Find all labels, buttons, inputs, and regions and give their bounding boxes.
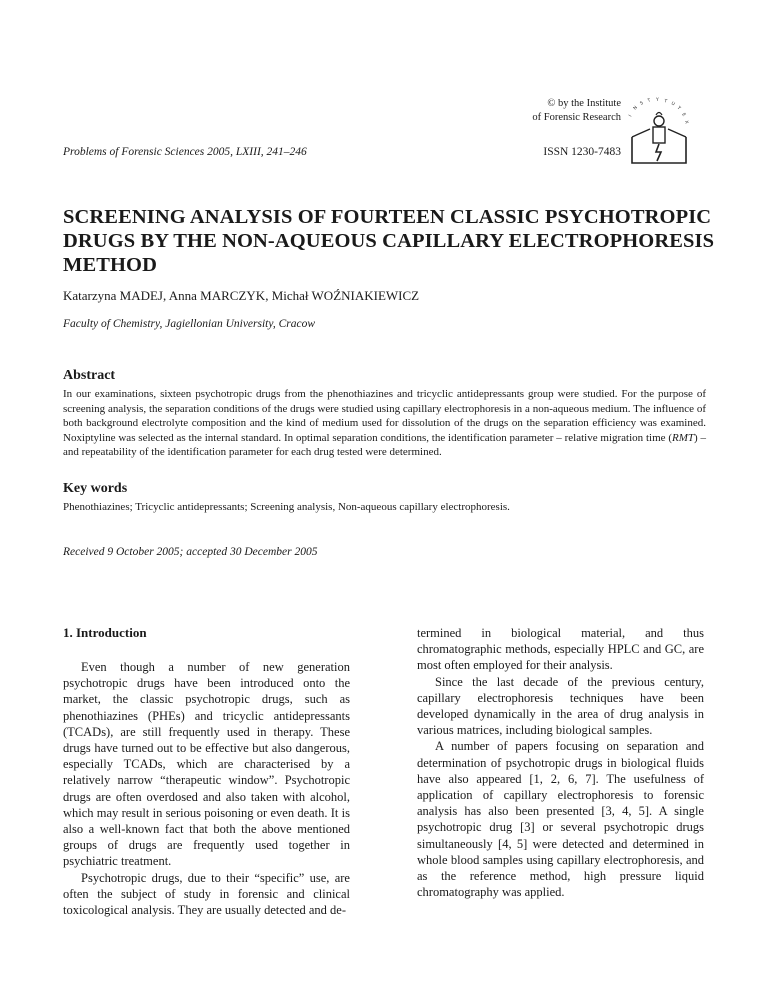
svg-text:U: U: [670, 101, 676, 108]
affiliation: Faculty of Chemistry, Jagiellonian University, Cracow: [63, 318, 316, 330]
journal-citation: Problems of Forensic Sciences 2005, LXIII, 241–246: [63, 146, 307, 158]
received-dates: Received 9 October 2005; accepted 30 December 2005: [63, 546, 318, 558]
left-column: [63, 659, 350, 918]
institute-logo: [626, 97, 692, 165]
intro-paragraph-3: Since the last decade of the previous century, capillary electrophoresis techniques have been developed dynamically in the area of drug analysis in various matrices, including biological samples.: [417, 674, 704, 738]
svg-text:X: X: [683, 120, 689, 125]
svg-text:N: N: [632, 105, 639, 112]
right-column: [417, 625, 704, 900]
copyright-line-2: of Forensic Research: [532, 112, 621, 123]
svg-text:Y: Y: [656, 98, 659, 103]
copyright-notice: [421, 97, 621, 125]
svg-text:E: E: [680, 112, 687, 118]
intro-paragraph-2-continued: termined in biological material, and thus chromatographic methods, especially HPLC and GC, are most often employed for their analysis.: [417, 626, 704, 673]
intro-paragraph-2: Psychotropic drugs, due to their “specific” use, are often the subject of study in forensic and clinical toxicological analysis. They are usually detected and de-: [63, 870, 350, 918]
abstract-text-part-1: In our examinations, sixteen psychotropic drugs from the phenothiazines and tricyclic antidepressants group were studied. For the purpose of screening analysis, the separation conditions of the drugs were studied using capillary electrophoresis in a non-aqueous medium. The influence of both background electrolyte composition and the kind of medium used for dissolution of the drugs on the separation efficiency was examined. Noxiptyline was selected as the internal standard. In optimal separation conditions, the identification parameter – relative migration time (: [63, 388, 706, 444]
rmt-abbreviation: RMT: [672, 431, 695, 444]
abstract-heading: Abstract: [63, 368, 116, 383]
authors: Katarzyna MADEJ, Anna MARCZYK, Michał WOŹNIAKIEWICZ: [63, 288, 420, 303]
svg-text:T: T: [675, 105, 682, 112]
svg-text:T: T: [647, 98, 652, 104]
intro-paragraph-1: Even though a number of new generation psychotropic drugs have been introduced onto the market, the classic psychotropic drugs, such as phenothiazines (PHEs) and tricyclic antidepressants (TCADs), are still frequently used in therapy. These drugs have turned out to be effective but also dangerous, especially TCADs, which are characterised by a relatively narrow “therapeutic window”. Psychotropic drugs are often overdosed and also taken with alcohol, which may result in serious poisoning or even death. It is also a well-known fact that both the above mentioned groups of drugs are frequently used together in psychiatric treatment.: [63, 660, 350, 869]
svg-text:T: T: [663, 99, 668, 105]
svg-text:I: I: [628, 114, 634, 118]
copyright-line-1: © by the Institute: [547, 98, 621, 109]
keywords-heading: Key words: [63, 481, 128, 496]
abstract-text: [63, 387, 706, 460]
svg-text:S: S: [639, 100, 645, 107]
keywords-text: Phenothiazines; Tricyclic antidepressants; Screening analysis, Non-aqueous capillary electrophoresis.: [63, 501, 510, 513]
abstract-text-part-2: ) – and repeatability of the identification parameter for each drug tested were determined.: [63, 431, 706, 459]
section-heading-introduction: 1. Introduction: [63, 625, 147, 640]
intro-paragraph-4: A number of papers focusing on separation and determination of psychotropic drugs in biological fluids have also appeared [1, 2, 6, 7]. The usefulness of application of capillary electrophoresis to forensic analysis has also been presented [3, 4, 5]. A single psychotropic drug [3] or several psychotropic drugs simultaneously [4, 5] were detected and determined in whole blood samples using capillary electrophoresis, and as the reference method, high pressure liquid chromatography was applied.: [417, 739, 704, 900]
issn: ISSN 1230-7483: [543, 146, 621, 158]
paper-title: SCREENING ANALYSIS OF FOURTEEN CLASSIC PSYCHOTROPIC DRUGS BY THE NON-AQUEOUS CAPILLARY ELECTROPHORESIS METHOD: [63, 206, 715, 276]
